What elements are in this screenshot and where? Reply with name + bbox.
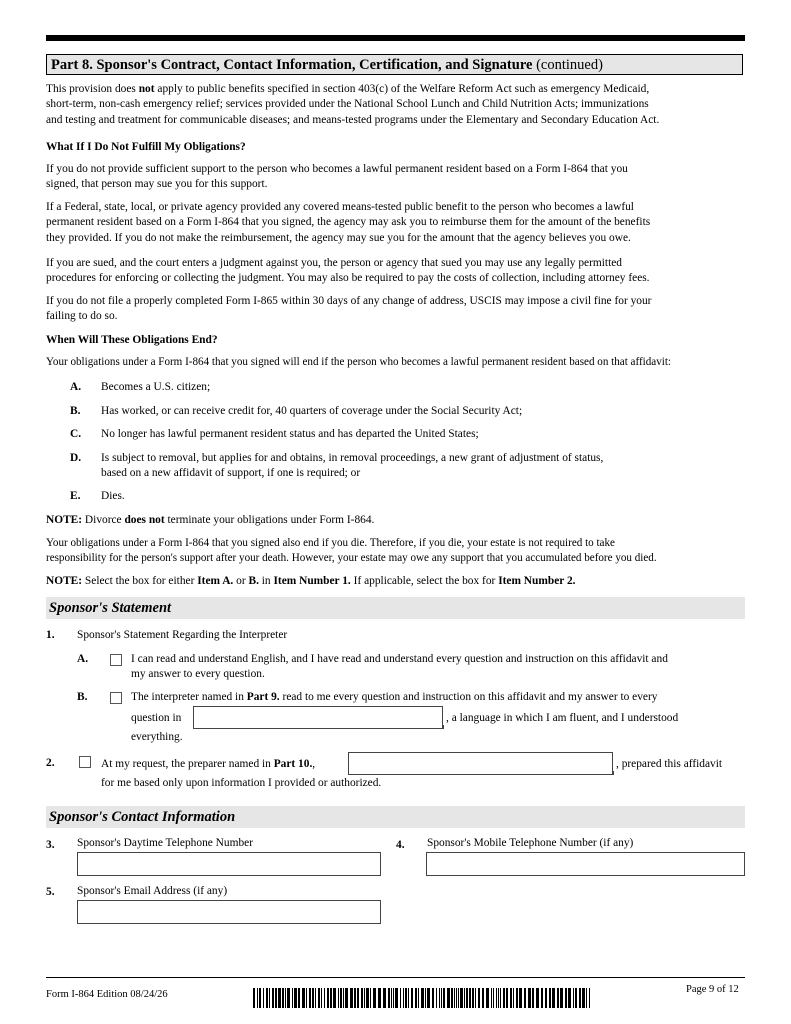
barcode-bar <box>552 988 555 1008</box>
list-text: Is subject to removal, but applies for and obtains, in removal proceedings, a new grant of adjustment of status, <box>101 452 604 464</box>
barcode-bar <box>395 988 398 1008</box>
intro-line-2: short-term, non-cash emergency relief; services provided under the National School Lunch and Child Nutrition Acts; immunizations <box>46 98 649 111</box>
barcode-bar <box>269 988 270 1008</box>
item-number-5: 5. <box>46 886 55 898</box>
barcode-bar <box>309 988 311 1008</box>
top-rule <box>46 35 745 41</box>
obligations-p2-line1: If a Federal, state, local, or private agency provided any covered means-tested public benefit to the person who becomes a lawful <box>46 201 634 213</box>
barcode-bar <box>333 988 336 1008</box>
barcode-bar <box>253 988 255 1008</box>
barcode-bar <box>338 988 339 1008</box>
list-text: Dies. <box>101 490 125 502</box>
barcode-bar <box>466 988 468 1008</box>
barcode-bar <box>405 988 407 1008</box>
everything-text: everything. <box>131 731 183 743</box>
intro-not: not <box>138 83 155 95</box>
option-b-checkbox[interactable] <box>110 692 122 704</box>
death-line1: Your obligations under a Form I-864 that you signed also end if you die. Therefore, if you die, your estate is not required to take <box>46 537 615 549</box>
barcode-bar <box>306 988 307 1008</box>
barcode-bar <box>357 988 359 1008</box>
barcode-bar <box>439 988 440 1008</box>
barcode-bar <box>315 988 316 1008</box>
barcode-bar <box>458 988 459 1008</box>
barcode-bar <box>482 988 484 1008</box>
barcode-bar <box>324 988 325 1008</box>
note-text: Select the box for either <box>82 575 198 587</box>
barcode-bar <box>354 988 356 1008</box>
email-label: Sponsor's Email Address (if any) <box>77 885 228 897</box>
field-tick <box>443 725 444 729</box>
note-text: or <box>233 575 249 587</box>
note-bold: Item A. <box>197 575 234 587</box>
barcode-bar <box>557 988 559 1008</box>
barcode-bar <box>294 988 297 1008</box>
barcode-bar <box>454 988 455 1008</box>
daytime-phone-label: Sponsor's Daytime Telephone Number <box>77 837 253 849</box>
obligations-paragraph-3 <box>46 256 745 287</box>
list-letter: D. <box>70 452 82 464</box>
option-b-bold: Part 9. <box>246 691 280 703</box>
part-continued: (continued) <box>536 57 603 73</box>
barcode-bar <box>513 988 514 1008</box>
list-text: Becomes a U.S. citizen; <box>101 381 211 393</box>
barcode-bar <box>408 988 409 1008</box>
daytime-phone-field[interactable] <box>77 852 381 876</box>
field-tick <box>613 771 614 775</box>
barcode-bar <box>287 988 290 1008</box>
barcode-bar <box>447 988 450 1008</box>
barcode-bar <box>340 988 342 1008</box>
barcode-bar <box>282 988 284 1008</box>
barcode-bar <box>378 988 381 1008</box>
barcode-bar <box>545 988 547 1008</box>
barcode-bar <box>579 988 581 1008</box>
barcode-bar <box>388 988 390 1008</box>
obligations-p4-line2: failing to do so. <box>46 310 118 323</box>
barcode-bar <box>411 988 413 1008</box>
barcode-bar <box>330 988 332 1008</box>
option-a-letter: A. <box>77 653 89 665</box>
question-in-label: question in <box>131 712 182 724</box>
barcode-bar <box>383 988 386 1008</box>
sponsor-contact-header <box>46 806 745 828</box>
obligations-p2-line2: permanent resident based on a Form I-864 that you signed, the agency may ask you to reimburse them for the amount of the benefits <box>46 216 651 229</box>
page-number: Page 9 of 12 <box>686 984 739 995</box>
barcode-bar <box>366 988 369 1008</box>
barcode-bar <box>436 988 437 1008</box>
barcode-bar <box>327 988 329 1008</box>
barcode-bar <box>427 988 430 1008</box>
barcode-bar <box>586 988 587 1008</box>
note-text: Divorce <box>82 514 125 526</box>
item-number-4: 4. <box>396 839 405 851</box>
barcode-bar <box>418 988 419 1008</box>
barcode-bar <box>441 988 442 1008</box>
note-bold: Item Number 2. <box>498 575 576 587</box>
end-intro: Your obligations under a Form I-864 that you signed will end if the person who becomes a lawful permanent resident based on that affidavit: <box>46 356 672 368</box>
barcode-bar <box>259 988 261 1008</box>
footer-rule <box>46 977 745 978</box>
barcode-bar <box>373 988 376 1008</box>
sponsor-statement-header <box>46 597 745 619</box>
barcode-bar <box>469 988 471 1008</box>
barcode-bar <box>391 988 392 1008</box>
part-title: Part 8. Sponsor's Contract, Contact Information, Certification, and Signature <box>51 57 533 73</box>
item-2-bold: Part 10. <box>273 758 313 770</box>
barcode-bar <box>432 988 434 1008</box>
barcode-bar <box>575 988 577 1008</box>
item-2-line2: for me based only upon information I provided or authorized. <box>101 777 382 789</box>
barcode-bar <box>464 988 465 1008</box>
section-title: Sponsor's Contact Information <box>49 809 236 825</box>
barcode-bar <box>298 988 300 1008</box>
barcode-bar <box>460 988 463 1008</box>
barcode-bar <box>524 988 526 1008</box>
form-edition: Form I-864 Edition 08/24/26 <box>46 989 168 1000</box>
barcode-bar <box>472 988 474 1008</box>
barcode-bar <box>272 988 274 1008</box>
intro-text-b: apply to public benefits specified in section 403(c) of the Welfare Reform Act such as emergency Medicaid, <box>154 83 650 95</box>
barcode-bar <box>560 988 563 1008</box>
barcode-image <box>253 988 593 1008</box>
barcode-bar <box>500 988 501 1008</box>
option-b-text: read to me every question and instruction on this affidavit and my answer to every <box>279 691 658 703</box>
obligations-p2-line3: they provided. If you do not make the reimbursement, the agency may sue you for the amount that the agency believes you owe. <box>46 231 631 244</box>
barcode-bar <box>302 988 305 1008</box>
barcode-bar <box>565 988 567 1008</box>
barcode-bar <box>443 988 445 1008</box>
barcode-bar <box>425 988 426 1008</box>
barcode-bar <box>278 988 281 1008</box>
barcode-bar <box>266 988 268 1008</box>
note-bold: B. <box>248 575 259 587</box>
barcode-bar <box>285 988 286 1008</box>
note-label: NOTE: <box>46 575 83 587</box>
item-2-after: , prepared this affidavit <box>616 758 723 770</box>
barcode-bar <box>364 988 365 1008</box>
mobile-phone-label: Sponsor's Mobile Telephone Number (if any) <box>427 837 634 849</box>
death-paragraph <box>46 536 745 566</box>
barcode-bar <box>589 988 590 1008</box>
note-text: terminate your obligations under Form I-864. <box>164 514 375 526</box>
barcode-bar <box>451 988 453 1008</box>
list-letter: E. <box>70 490 81 502</box>
part-8-header <box>46 54 743 75</box>
option-b-text: The interpreter named in <box>131 691 247 703</box>
barcode-bar <box>350 988 353 1008</box>
barcode-bar <box>506 988 508 1008</box>
option-b-letter: B. <box>77 691 88 703</box>
death-line2: responsibility for the person's support after your death. However, your estate may owe any support that you accumulated before you died. <box>46 551 657 564</box>
item-2-text-a: At my request, the preparer named in <box>101 758 274 770</box>
list-letter: B. <box>70 405 81 417</box>
list-text: No longer has lawful permanent resident status and has departed the United States; <box>101 428 479 440</box>
item-number-1: 1. <box>46 629 55 641</box>
language-after-text: , a language in which I am fluent, and I understood <box>446 712 679 724</box>
barcode-bar <box>568 988 571 1008</box>
list-text: Has worked, or can receive credit for, 40 quarters of coverage under the Social Security Act; <box>101 405 523 417</box>
barcode-bar <box>503 988 505 1008</box>
barcode-bar <box>312 988 314 1008</box>
intro-line-3: and testing and treatment for communicable diseases; and means-tested programs under the Elementary and Secondary Education Act. <box>46 113 660 126</box>
barcode-bar <box>496 988 497 1008</box>
barcode-bar <box>475 988 476 1008</box>
item-number-3: 3. <box>46 839 55 851</box>
preparer-name-field[interactable] <box>348 752 613 775</box>
note-select <box>46 574 745 589</box>
barcode-bar <box>532 988 534 1008</box>
barcode-bar <box>456 988 457 1008</box>
list-text-2: based on a new affidavit of support, if one is required; or <box>101 467 361 479</box>
mobile-phone-field[interactable] <box>426 852 745 876</box>
end-heading: When Will These Obligations End? <box>46 334 218 346</box>
list-letter: C. <box>70 428 82 440</box>
language-field[interactable] <box>193 706 443 729</box>
obligations-paragraph-4 <box>46 294 745 325</box>
barcode-bar <box>519 988 522 1008</box>
barcode-bar <box>498 988 499 1008</box>
barcode-bar <box>486 988 489 1008</box>
preparer-checkbox[interactable] <box>79 756 91 768</box>
obligations-heading: What If I Do Not Fulfill My Obligations? <box>46 141 246 153</box>
barcode-bar <box>573 988 574 1008</box>
note-label: NOTE: <box>46 514 83 526</box>
note-bold: does not <box>124 514 165 526</box>
item-2-comma: , <box>312 758 316 770</box>
barcode-bar <box>318 988 320 1008</box>
barcode-bar <box>516 988 518 1008</box>
barcode-bar <box>415 988 417 1008</box>
email-field[interactable] <box>77 900 381 924</box>
note-divorce <box>46 513 745 528</box>
item-number-2: 2. <box>46 757 55 769</box>
note-text: If applicable, select the box for <box>350 575 499 587</box>
barcode-bar <box>321 988 322 1008</box>
barcode-bar <box>528 988 531 1008</box>
option-a-checkbox[interactable] <box>110 654 122 666</box>
obligations-p1-line1: If you do not provide sufficient support to the person who becomes a lawful permanent resident based on a Form I-864 that you <box>46 163 628 175</box>
barcode-bar <box>478 988 480 1008</box>
obligations-p3-line1: If you are sued, and the court enters a judgment against you, the person or agency that sued you may use any legally permitted <box>46 257 623 269</box>
barcode-bar <box>275 988 277 1008</box>
barcode-bar <box>582 988 585 1008</box>
barcode-bar <box>541 988 543 1008</box>
note-text: in <box>258 575 274 587</box>
obligations-p4-line1: If you do not file a properly completed Form I-865 within 30 days of any change of address, USCIS may impose a civil fine for your <box>46 295 652 307</box>
option-a-line1: I can read and understand English, and I have read and understand every question and instruction on this affidavit and <box>131 653 668 665</box>
barcode-bar <box>257 988 258 1008</box>
obligations-p3-line2: procedures for enforcing or collecting the judgment. You may also be required to pay the costs of collection, including attorney fees. <box>46 272 650 285</box>
intro-text-a: This provision does <box>46 83 139 95</box>
obligations-paragraph-2 <box>46 200 745 246</box>
note-bold: Item Number 1. <box>273 575 351 587</box>
item-1-label: Sponsor's Statement Regarding the Interpreter <box>77 629 288 641</box>
barcode-bar <box>292 988 293 1008</box>
barcode-bar <box>510 988 512 1008</box>
barcode-bar <box>536 988 539 1008</box>
barcode-bar <box>263 988 264 1008</box>
intro-paragraph <box>46 82 745 128</box>
barcode-bar <box>393 988 394 1008</box>
barcode-bar <box>361 988 363 1008</box>
list-letter: A. <box>70 381 82 393</box>
obligations-paragraph-1 <box>46 162 745 193</box>
option-b-line1 <box>131 690 657 705</box>
barcode-bar <box>345 988 348 1008</box>
section-title: Sponsor's Statement <box>49 600 172 616</box>
barcode-bar <box>491 988 492 1008</box>
option-a-line2: my answer to every question. <box>131 668 265 680</box>
barcode-bar <box>421 988 424 1008</box>
obligations-p1-line2: signed, that person may sue you for this support. <box>46 178 268 191</box>
barcode-bar <box>343 988 344 1008</box>
barcode-bar <box>403 988 404 1008</box>
barcode-bar <box>493 988 494 1008</box>
barcode-bar <box>400 988 401 1008</box>
barcode-bar <box>549 988 551 1008</box>
item-2-text <box>101 757 315 772</box>
barcode-bar <box>370 988 371 1008</box>
